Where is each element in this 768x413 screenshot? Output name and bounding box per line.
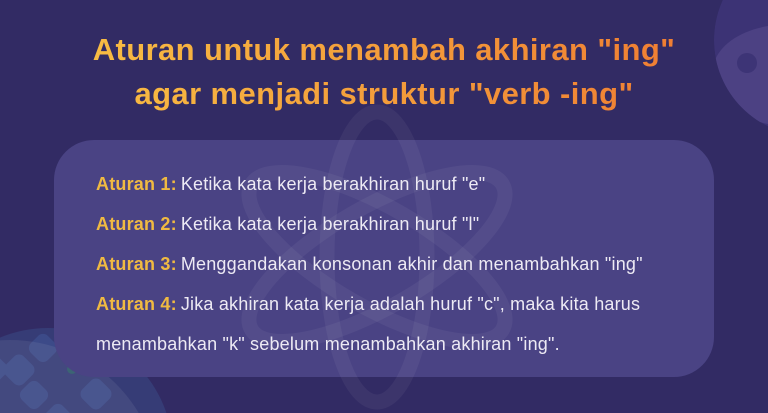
rules-list (96, 164, 696, 364)
rule-text: Menggandakan konsonan akhir dan menambahkan "ing" (180, 254, 643, 274)
rule-text: Jika akhiran kata kerja adalah huruf "c", maka kita harus menambahkan "k" sebelum menambahkan akhiran "ing". (96, 294, 641, 354)
rule-text: Ketika kata kerja berakhiran huruf "l" (180, 214, 480, 234)
rule-label: Aturan 2: (96, 214, 177, 234)
rule-label: Aturan 1: (96, 174, 177, 194)
title-line-1: Aturan untuk menambah akhiran "ing" (92, 32, 676, 67)
rule-row (96, 204, 696, 244)
rule-row (96, 284, 696, 364)
rule-row (96, 164, 696, 204)
page-title (0, 28, 768, 116)
rule-row (96, 244, 696, 284)
rule-label: Aturan 4: (96, 294, 177, 314)
title-line-2: agar menjadi struktur "verb -ing" (134, 76, 634, 111)
rule-text: Ketika kata kerja berakhiran huruf "e" (180, 174, 486, 194)
rule-label: Aturan 3: (96, 254, 177, 274)
